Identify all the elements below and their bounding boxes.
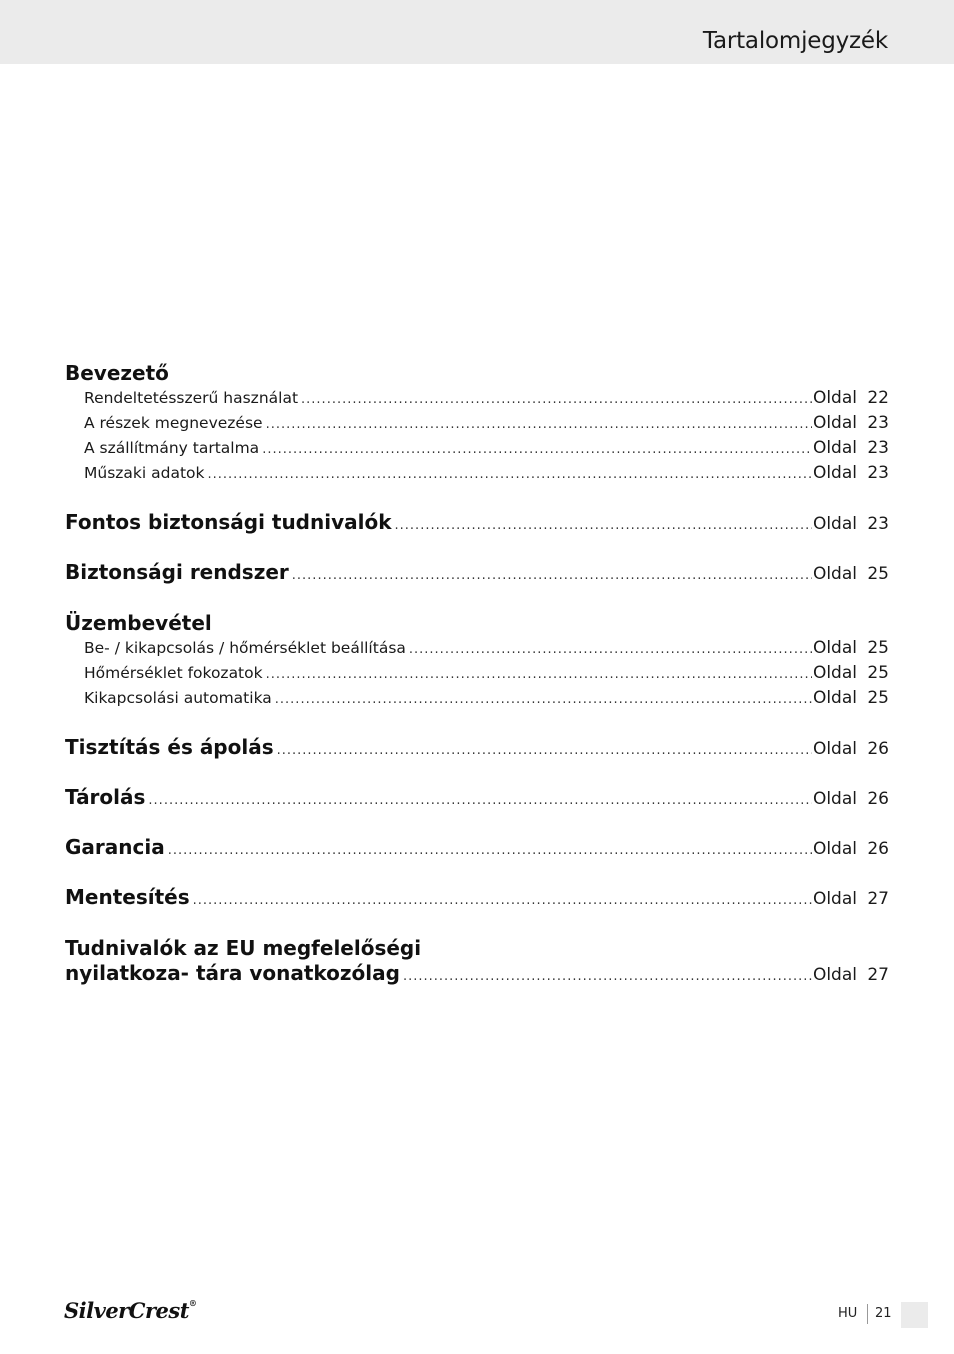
toc-entry[interactable]: [65, 885, 889, 910]
toc-entry[interactable]: [65, 785, 889, 810]
toc-section-eu-nyilatkozat: [65, 935, 889, 986]
toc-section-fontos: [65, 510, 889, 535]
toc-section-tarolas: [65, 785, 889, 810]
toc-page-number: 23: [867, 438, 889, 458]
toc-entry[interactable]: [65, 411, 889, 436]
toc-page-number: 27: [867, 965, 889, 985]
toc-entry[interactable]: [65, 510, 889, 535]
toc-page-number: 23: [867, 514, 889, 534]
toc-section-heading: Tisztítás és ápolás: [65, 735, 274, 759]
toc-page-number: 26: [867, 839, 889, 859]
toc-page-ref: Oldal 26: [813, 837, 889, 862]
dot-leader: [409, 637, 812, 662]
toc-section-tisztitas: [65, 735, 889, 760]
footer-tab-marker: [901, 1302, 928, 1328]
toc-page-number: 25: [867, 564, 889, 584]
toc-section-heading: Mentesítés: [65, 885, 190, 909]
toc-section-heading: Tudnivalók az EU megfelelőségi: [65, 936, 422, 960]
page-number: 21: [875, 1306, 892, 1321]
toc-page-number: 26: [867, 789, 889, 809]
toc-entry[interactable]: [65, 636, 889, 661]
toc-page-ref: Oldal 23: [813, 436, 889, 461]
toc-section-heading: Biztonsági rendszer: [65, 560, 289, 584]
toc-entry-label: Hőmérséklet fokozatok: [84, 664, 263, 682]
toc-page-ref: Oldal 27: [813, 963, 889, 988]
toc-entry-label: A részek megnevezése: [84, 414, 263, 432]
toc-page-ref: Oldal 25: [813, 562, 889, 587]
toc-section-heading: Bevezető: [65, 361, 169, 385]
toc-page-ref: Oldal 25: [813, 661, 889, 686]
toc-page-number: 27: [867, 889, 889, 909]
toc-page-ref: Oldal 25: [813, 636, 889, 661]
toc-entry[interactable]: [65, 735, 889, 760]
dot-leader: [168, 838, 812, 863]
toc-entry[interactable]: [65, 436, 889, 461]
page-title: Tartalomjegyzék: [702, 28, 888, 54]
toc-section-heading-line2: nyilatkoza- tára vonatkozólag: [65, 961, 400, 985]
toc-entry-label: A szállítmány tartalma: [84, 439, 260, 457]
dot-leader: [403, 964, 812, 989]
toc-page-ref: Oldal 26: [813, 737, 889, 762]
toc-page-number: 26: [867, 739, 889, 759]
toc-section-heading: Fontos biztonsági tudnivalók: [65, 510, 392, 534]
footer-divider: [867, 1304, 868, 1324]
dot-leader: [301, 387, 812, 412]
toc-entry[interactable]: [65, 835, 889, 860]
dot-leader: [395, 513, 812, 538]
toc-page-ref: Oldal 23: [813, 461, 889, 486]
dot-leader: [292, 563, 812, 588]
toc-entry-label: Be- / kikapcsolás / hőmérséklet beállítása: [84, 639, 406, 657]
toc-page-ref: Oldal 26: [813, 787, 889, 812]
toc-section-garancia: [65, 835, 889, 860]
toc-section-heading: Tárolás: [65, 785, 146, 809]
toc-section-biztonsagi-rendszer: [65, 560, 889, 585]
language-code: HU: [838, 1306, 858, 1321]
toc-entry[interactable]: [65, 686, 889, 711]
toc-page-number: 22: [867, 388, 889, 408]
toc-entry-label: Műszaki adatok: [84, 464, 205, 482]
toc-section-mentesites: [65, 885, 889, 910]
toc-page-ref: Oldal 27: [813, 887, 889, 912]
toc-entry[interactable]: [65, 461, 889, 486]
toc-page-ref: Oldal 25: [813, 686, 889, 711]
dot-leader: [266, 662, 812, 687]
toc-entry-label: Rendeltetésszerű használat: [84, 389, 299, 407]
toc-page-ref: Oldal 23: [813, 512, 889, 537]
dot-leader: [148, 788, 812, 813]
dot-leader: [193, 888, 812, 913]
toc-section-heading: Üzembevétel: [65, 611, 212, 635]
toc-section-heading: Garancia: [65, 835, 165, 859]
toc-entry[interactable]: [65, 560, 889, 585]
toc-entry[interactable]: [65, 661, 889, 686]
dot-leader: [275, 687, 812, 712]
dot-leader: [208, 462, 812, 487]
toc-page-ref: Oldal 22: [813, 386, 889, 411]
toc-page-number: 23: [867, 463, 889, 483]
toc-section-uzembevetel: [65, 610, 889, 711]
toc-page-number: 25: [867, 688, 889, 708]
toc-section-bevezeto: [65, 360, 889, 486]
toc-page-number: 23: [867, 413, 889, 433]
dot-leader: [262, 437, 812, 462]
brand-logo: SilverCrest®: [64, 1298, 197, 1323]
toc-entry-label: Kikapcsolási automatika: [84, 689, 272, 707]
toc-entry[interactable]: [65, 961, 889, 986]
toc-page-ref: Oldal 23: [813, 411, 889, 436]
toc-entry[interactable]: [65, 386, 889, 411]
dot-leader: [266, 412, 812, 437]
dot-leader: [277, 738, 812, 763]
toc-page-number: 25: [867, 638, 889, 658]
toc-page-number: 25: [867, 663, 889, 683]
